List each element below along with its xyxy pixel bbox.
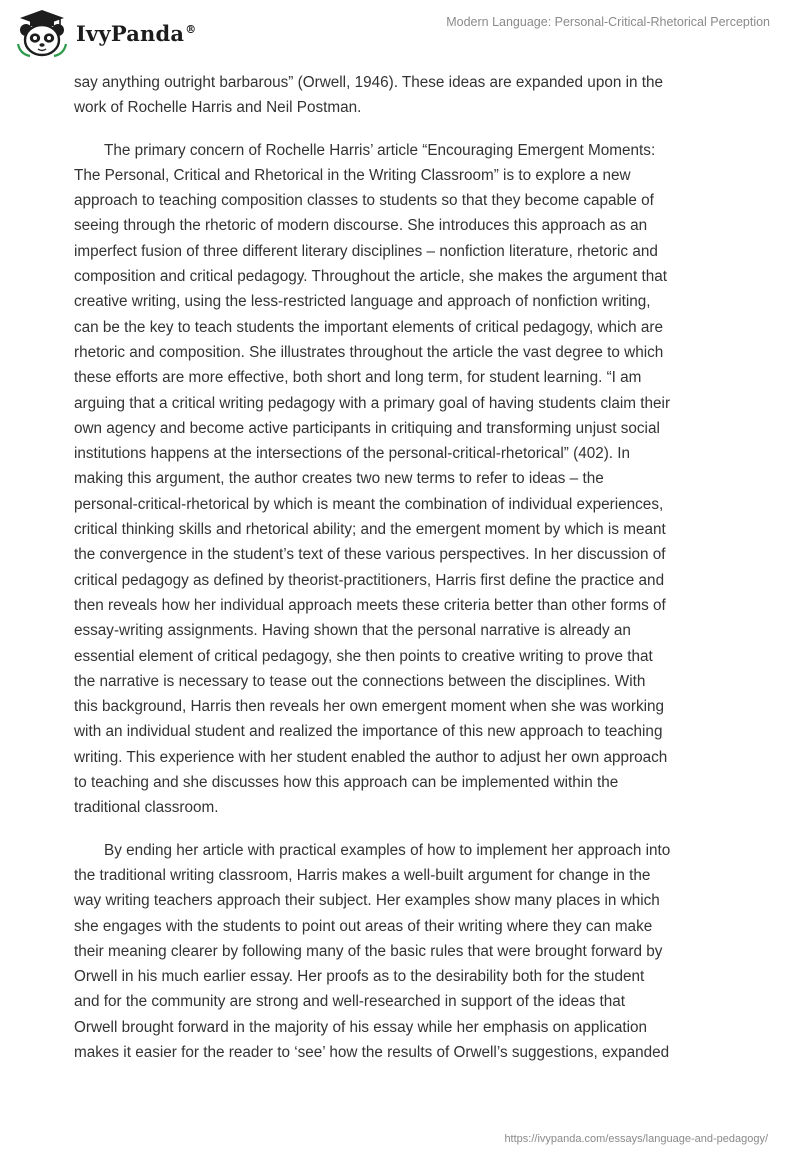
paragraph-line: the traditional writing classroom, Harris makes a well-built argument for change in the <box>74 866 651 884</box>
document-title: Modern Language: Personal-Critical-Rhetorical Perception <box>446 15 770 29</box>
essay-body <box>74 70 734 1082</box>
paragraph-line: the convergence in the student’s text of these various perspectives. In her discussion of <box>74 546 666 564</box>
paragraph-line: the narrative is necessary to tease out the connections between the disciplines. With <box>74 672 646 690</box>
essay-paragraph <box>74 138 734 821</box>
paragraph-line: these efforts are more effective, both short and long term, for student learning. “I am <box>74 369 642 387</box>
paragraph-line: work of Rochelle Harris and Neil Postman. <box>74 99 362 117</box>
paragraph-line: arguing that a critical writing pedagogy with a primary goal of having students claim their <box>74 394 671 412</box>
paragraph-line: their meaning clearer by following many of the basic rules that were brought forward by <box>74 942 663 960</box>
brand-logo[interactable] <box>14 8 196 58</box>
paragraph-line: essential element of critical pedagogy, she then points to creative writing to prove that <box>74 647 653 665</box>
paragraph-line: own agency and become active participants in critiquing and transforming unjust social <box>74 419 660 437</box>
paragraph-line: she engages with the students to point out areas of their writing where they can make <box>74 917 653 935</box>
registered-mark: ® <box>185 22 197 36</box>
paragraph-line: institutions happens at the intersections of the personal-critical-rhetorical” (402). In <box>74 445 631 463</box>
paragraph-line: composition and critical pedagogy. Throughout the article, she makes the argument that <box>74 268 667 286</box>
paragraph-line: The Personal, Critical and Rhetorical in the Writing Classroom” is to explore a new <box>74 166 631 184</box>
paragraph-line: Orwell in his much earlier essay. Her proofs as to the desirability both for the student <box>74 968 645 986</box>
paragraph-line: then reveals how her individual approach meets these criteria better than other forms of <box>74 596 666 614</box>
paragraph-line: critical pedagogy as defined by theorist-practitioners, Harris first define the practice and <box>74 571 665 589</box>
essay-paragraph <box>74 838 734 1066</box>
paragraph-line: approach to teaching composition classes to students so that they become capable of <box>74 192 654 210</box>
paragraph-line: say anything outright barbarous” (Orwell, 1946). These ideas are expanded upon in the <box>74 74 664 91</box>
paragraph-line: and for the community are strong and well-researched in support of the ideas that <box>74 993 625 1011</box>
paragraph-line: Orwell brought forward in the majority of his essay while her emphasis on application <box>74 1018 648 1036</box>
source-url[interactable]: https://ivypanda.com/essays/language-and-pedagogy/ <box>504 1133 768 1145</box>
paragraph-line: critical thinking skills and rhetorical ability; and the emergent moment by which is meant <box>74 521 666 539</box>
paragraph-line: this background, Harris then reveals her own emergent moment when she was working <box>74 698 665 716</box>
paragraph-line: creative writing, using the less-restricted language and approach of nonfiction writing, <box>74 293 651 311</box>
paragraph-line: imperfect fusion of three different literary disciplines – nonfiction literature, rhetoric and <box>74 242 658 260</box>
paragraph-line: writing. This experience with her student enabled the author to adjust her own approach <box>74 748 668 766</box>
page-header <box>0 0 800 62</box>
panda-graduate-icon <box>14 8 70 58</box>
paragraph-line: can be the key to teach students the important elements of critical pedagogy, which are <box>74 318 663 336</box>
brand-name: IvyPanda® <box>76 20 197 46</box>
paragraph-line: way writing teachers approach their subject. Her examples show many places in which <box>74 892 660 910</box>
paragraph-line: seeing through the rhetoric of modern discourse. She introduces this approach as an <box>74 217 648 235</box>
paragraph-line: to teaching and she discusses how this approach can be implemented within the <box>74 774 619 792</box>
paragraph-line: traditional classroom. <box>74 799 219 817</box>
paragraph-line: The primary concern of Rochelle Harris’ article “Encouraging Emergent Moments: <box>104 141 656 159</box>
paragraph-line: making this argument, the author creates two new terms to refer to ideas – the <box>74 470 604 488</box>
paragraph-line: personal-critical-rhetorical by which is meant the combination of individual experiences, <box>74 495 664 513</box>
paragraph-line: essay-writing assignments. Having shown that the personal narrative is already an <box>74 622 631 640</box>
paragraph-line: makes it easier for the reader to ‘see’ how the results of Orwell’s suggestions, expanded <box>74 1043 670 1061</box>
paragraph-line: rhetoric and composition. She illustrates throughout the article the vast degree to which <box>74 343 664 361</box>
essay-paragraph <box>74 70 734 121</box>
paragraph-line: By ending her article with practical examples of how to implement her approach into <box>104 841 671 859</box>
paragraph-line: with an individual student and realized the importance of this new approach to teaching <box>74 723 663 741</box>
